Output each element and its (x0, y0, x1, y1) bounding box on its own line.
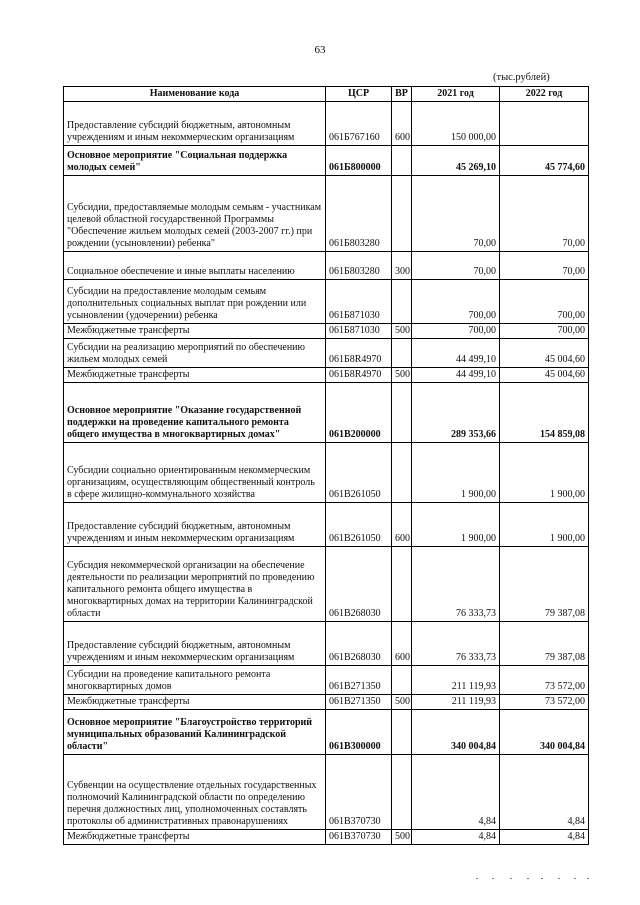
row-vr-code (392, 383, 412, 443)
table-row (64, 368, 589, 383)
row-amount-2022: 1 900,00 (500, 503, 589, 547)
row-name: Предоставление субсидий бюджетным, автономным учреждениям и иным некоммерческим организациям (64, 102, 326, 146)
row-csr-code: 061В268030 (326, 547, 392, 622)
row-amount-2022: 700,00 (500, 324, 589, 339)
header-csr: ЦСР (326, 87, 392, 102)
row-vr-code (392, 547, 412, 622)
row-vr-code: 500 (392, 324, 412, 339)
row-csr-code: 061В200000 (326, 383, 392, 443)
table-row (64, 443, 589, 503)
row-amount-2021: 700,00 (412, 280, 500, 324)
table-row (64, 830, 589, 845)
row-name: Субвенции на осуществление отдельных государственных полномочий Калининградской области по определению перечня должностных лиц, уполномоченных составлять протоколы об административных правонарушениях (64, 755, 326, 830)
row-amount-2021: 44 499,10 (412, 339, 500, 368)
row-vr-code (392, 176, 412, 252)
row-amount-2022 (500, 102, 589, 146)
row-name: Основное мероприятие "Оказание государственной поддержки на проведение капитального ремонта общего имущества в многоквартирных домах" (64, 383, 326, 443)
table-header-row (64, 87, 589, 102)
row-amount-2022: 45 774,60 (500, 146, 589, 176)
row-name: Межбюджетные трансферты (64, 695, 326, 710)
table-row (64, 339, 589, 368)
table-row (64, 102, 589, 146)
header-name: Наименование кода (64, 87, 326, 102)
table-row (64, 666, 589, 695)
table-body (64, 102, 589, 845)
table-row (64, 622, 589, 666)
row-csr-code: 061Б803280 (326, 252, 392, 280)
row-name: Предоставление субсидий бюджетным, автономным учреждениям и иным некоммерческим организациям (64, 503, 326, 547)
row-vr-code (392, 280, 412, 324)
row-amount-2022: 700,00 (500, 280, 589, 324)
table-row (64, 280, 589, 324)
row-name: Субсидии на предоставление молодым семьям дополнительных социальных выплат при рождении или усыновлении (удочерении) ребенка (64, 280, 326, 324)
row-vr-code: 600 (392, 503, 412, 547)
table-row (64, 547, 589, 622)
table-row (64, 252, 589, 280)
row-amount-2022: 4,84 (500, 755, 589, 830)
row-name: Субсидии на проведение капитального ремонта многоквартирных домов (64, 666, 326, 695)
scan-marks (470, 876, 590, 882)
row-amount-2022: 4,84 (500, 830, 589, 845)
row-amount-2022: 79 387,08 (500, 547, 589, 622)
row-csr-code: 061Б8R4970 (326, 368, 392, 383)
row-csr-code: 061В261050 (326, 503, 392, 547)
units-label: (тыс.рублей) (493, 72, 550, 83)
row-csr-code: 061Б767160 (326, 102, 392, 146)
page-number: 63 (314, 44, 326, 56)
row-name: Социальное обеспечение и иные выплаты населению (64, 252, 326, 280)
row-amount-2022: 79 387,08 (500, 622, 589, 666)
row-name: Субсидии социально ориентированным некоммерческим организациям, осуществляющим общественный контроль в сфере жилищно-коммунального хозяйства (64, 443, 326, 503)
row-amount-2021: 211 119,93 (412, 695, 500, 710)
row-csr-code: 061Б803280 (326, 176, 392, 252)
row-amount-2021: 1 900,00 (412, 503, 500, 547)
row-vr-code (392, 443, 412, 503)
row-amount-2021: 150 000,00 (412, 102, 500, 146)
header-2022: 2022 год (500, 87, 589, 102)
row-amount-2021: 340 004,84 (412, 710, 500, 755)
row-amount-2022: 45 004,60 (500, 339, 589, 368)
row-vr-code (392, 146, 412, 176)
row-vr-code (392, 710, 412, 755)
row-vr-code (392, 666, 412, 695)
table-row (64, 710, 589, 755)
table-row (64, 755, 589, 830)
row-vr-code: 300 (392, 252, 412, 280)
row-amount-2021: 700,00 (412, 324, 500, 339)
row-amount-2021: 70,00 (412, 252, 500, 280)
row-csr-code: 061В271350 (326, 695, 392, 710)
row-amount-2022: 1 900,00 (500, 443, 589, 503)
row-csr-code: 061Б871030 (326, 324, 392, 339)
row-vr-code: 500 (392, 695, 412, 710)
row-name: Межбюджетные трансферты (64, 324, 326, 339)
row-name: Субсидия некоммерческой организации на обеспечение деятельности по реализации мероприятий по проведению капитального ремонта общего имущества в многоквартирных домах на территории Калининградской области (64, 547, 326, 622)
row-vr-code: 500 (392, 830, 412, 845)
table-row (64, 695, 589, 710)
row-amount-2022: 45 004,60 (500, 368, 589, 383)
row-csr-code: 061Б8R4970 (326, 339, 392, 368)
row-vr-code: 600 (392, 102, 412, 146)
row-name: Основное мероприятие "Социальная поддержка молодых семей" (64, 146, 326, 176)
row-amount-2021: 211 119,93 (412, 666, 500, 695)
row-csr-code: 061Б871030 (326, 280, 392, 324)
row-amount-2021: 44 499,10 (412, 368, 500, 383)
table-row (64, 146, 589, 176)
row-csr-code: 061В300000 (326, 710, 392, 755)
row-csr-code: 061В370730 (326, 830, 392, 845)
row-vr-code (392, 339, 412, 368)
row-csr-code: 061Б800000 (326, 146, 392, 176)
budget-table (63, 86, 589, 845)
row-amount-2022: 73 572,00 (500, 666, 589, 695)
header-vr: ВР (392, 87, 412, 102)
row-amount-2021: 76 333,73 (412, 622, 500, 666)
row-amount-2022: 73 572,00 (500, 695, 589, 710)
row-csr-code: 061В261050 (326, 443, 392, 503)
table-row (64, 383, 589, 443)
row-name: Предоставление субсидий бюджетным, автономным учреждениям и иным некоммерческим организациям (64, 622, 326, 666)
row-csr-code: 061В268030 (326, 622, 392, 666)
row-amount-2022: 70,00 (500, 176, 589, 252)
row-amount-2022: 70,00 (500, 252, 589, 280)
row-amount-2021: 70,00 (412, 176, 500, 252)
row-name: Межбюджетные трансферты (64, 830, 326, 845)
row-amount-2021: 4,84 (412, 755, 500, 830)
table-row (64, 503, 589, 547)
row-csr-code: 061В370730 (326, 755, 392, 830)
row-amount-2021: 45 269,10 (412, 146, 500, 176)
header-2021: 2021 год (412, 87, 500, 102)
row-amount-2022: 154 859,08 (500, 383, 589, 443)
table-row (64, 176, 589, 252)
row-csr-code: 061В271350 (326, 666, 392, 695)
table-row (64, 324, 589, 339)
row-amount-2021: 76 333,73 (412, 547, 500, 622)
row-name: Субсидии, предоставляемые молодым семьям - участникам целевой областной государственной Программы "Обеспечение жильем молодых семей (2003-2007 гг.) при рождении (усыновлении) ребенка" (64, 176, 326, 252)
row-vr-code: 600 (392, 622, 412, 666)
row-name: Межбюджетные трансферты (64, 368, 326, 383)
row-amount-2022: 340 004,84 (500, 710, 589, 755)
row-amount-2021: 4,84 (412, 830, 500, 845)
row-name: Основное мероприятие "Благоустройство территорий муниципальных образований Калининградской области" (64, 710, 326, 755)
row-amount-2021: 289 353,66 (412, 383, 500, 443)
row-vr-code: 500 (392, 368, 412, 383)
row-vr-code (392, 755, 412, 830)
row-name: Субсидии на реализацию мероприятий по обеспечению жильем молодых семей (64, 339, 326, 368)
row-amount-2021: 1 900,00 (412, 443, 500, 503)
